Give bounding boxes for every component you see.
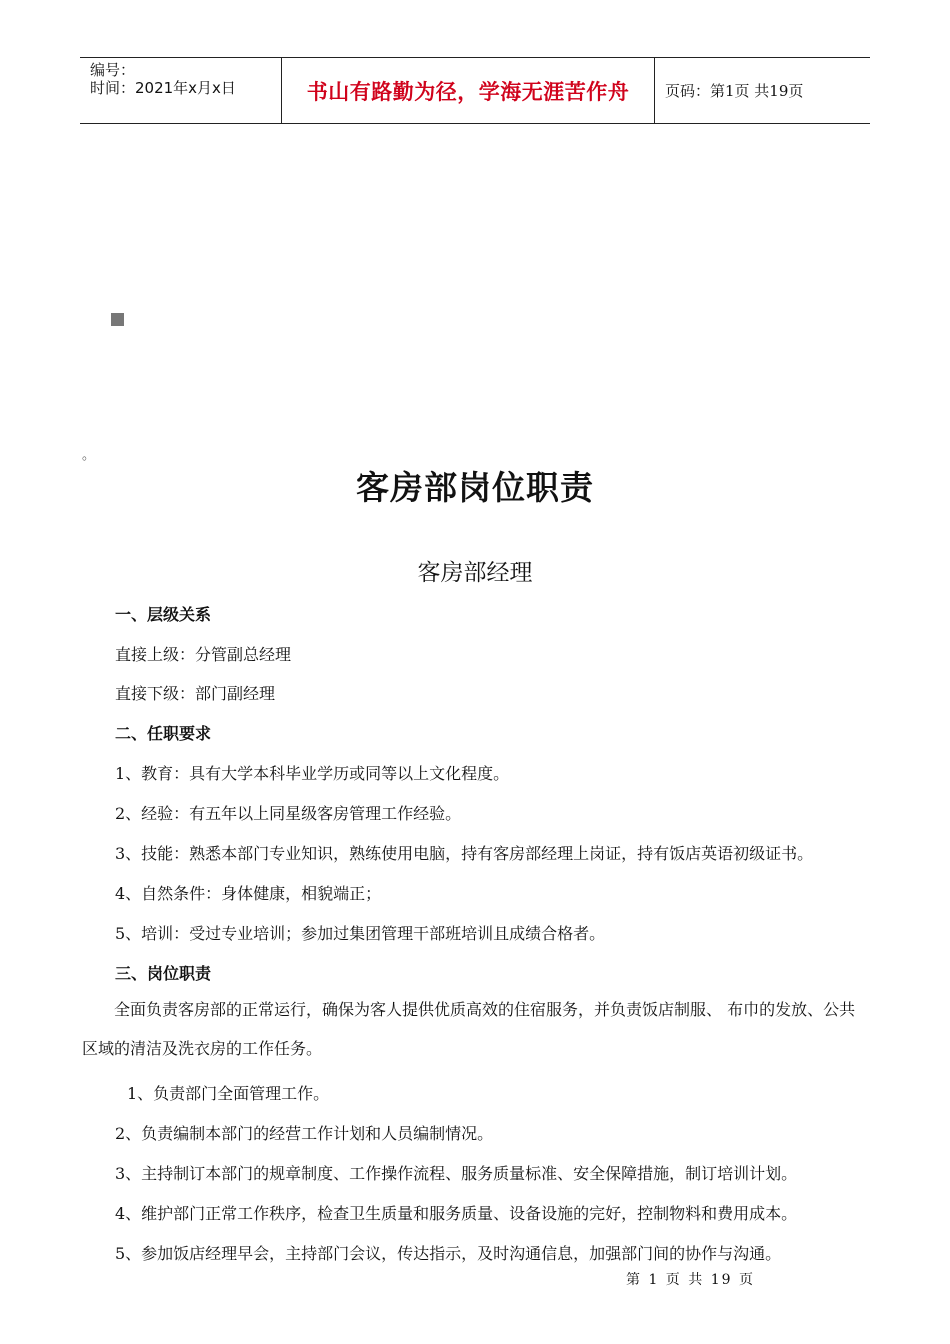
body-line: 5、参加饭店经理早会，主持部门会议，传达指示，及时沟通信息，加强部门间的协作与沟通。 — [115, 1244, 782, 1263]
body-line: 2、负责编制本部门的经营工作计划和人员编制情况。 — [115, 1124, 494, 1143]
section-heading: 一、层级关系 — [115, 605, 212, 624]
document-subtitle: 客房部经理 — [417, 560, 533, 586]
page-header — [80, 57, 870, 124]
section-heading: 三、岗位职责 — [115, 964, 212, 983]
body-line: 1、负责部门全面管理工作。 — [127, 1084, 330, 1103]
body-line: 直接下级：部门副经理 — [115, 684, 276, 703]
body-line: 3、技能：熟悉本部门专业知识，熟练使用电脑，持有客房部经理上岗证，持有饭店英语初级证书。 — [115, 844, 814, 863]
header-motto: 书山有路勤为径，学海无涯苦作舟 — [281, 58, 655, 123]
body-line: 直接上级：分管副总经理 — [115, 645, 292, 664]
header-meta — [80, 58, 281, 123]
document-title: 客房部岗位职责 — [356, 468, 594, 507]
body-line: 2、经验：有五年以上同星级客房管理工作经验。 — [115, 804, 462, 823]
body-line: 4、自然条件：身体健康，相貌端正； — [115, 884, 382, 903]
time-label: 时间：2021年x月x日 — [90, 79, 236, 97]
small-dot: 。 — [82, 448, 96, 463]
body-line: 4、维护部门正常工作秩序，检查卫生质量和服务质量、设备设施的完好，控制物料和费用成本。 — [115, 1204, 798, 1223]
body-line: 3、主持制订本部门的规章制度、工作操作流程、服务质量标准、安全保障措施，制订培训计划。 — [115, 1164, 798, 1183]
section-heading: 二、任职要求 — [115, 724, 212, 743]
body-line: 1、教育：具有大学本科毕业学历或同等以上文化程度。 — [115, 764, 510, 783]
square-bullet-icon — [111, 313, 124, 326]
body-line: 5、培训：受过专业培训；参加过集团管理干部班培训且成绩合格者。 — [115, 924, 606, 943]
page-footer: 第 1 页 共 19 页 — [626, 1272, 755, 1288]
header-page-code: 页码：第1页 共19页 — [665, 82, 804, 100]
number-label: 编号： — [90, 61, 136, 79]
body-paragraph: 全面负责客房部的正常运行，确保为客人提供优质高效的住宿服务，并负责饭店制服、 布巾的发放、公共区域的清洁及洗衣房的工作任务。 — [82, 1000, 856, 1058]
